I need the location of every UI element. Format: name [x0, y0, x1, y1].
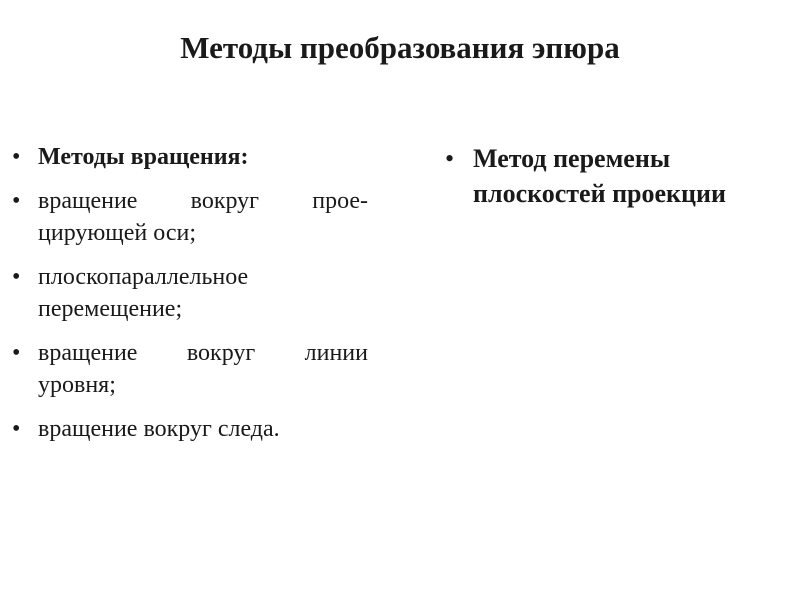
plane-change-heading-line: Метод перемены	[473, 144, 671, 173]
list-item-line: плоскопараллельное	[38, 264, 249, 290]
bullet-icon: •	[12, 340, 21, 366]
list-item-line: вращение вокруг линии	[38, 340, 368, 366]
list-item-heading	[443, 141, 788, 211]
slide-title: Методы преобразования эпюра	[180, 30, 620, 65]
bullet-icon: •	[445, 144, 455, 173]
bullet-icon: •	[12, 416, 21, 442]
list-item-line: вращение вокруг следа.	[38, 416, 280, 442]
list-item-heading	[10, 141, 368, 173]
list-item-line: уровня;	[38, 372, 116, 398]
right-bullet-list	[443, 141, 788, 211]
left-bullet-list	[10, 141, 368, 445]
bullet-icon: •	[12, 264, 21, 290]
list-item-line: вращение вокруг прое-	[38, 188, 368, 214]
list-item	[10, 261, 368, 325]
list-item	[10, 185, 368, 249]
bullet-icon: •	[12, 144, 21, 170]
rotation-methods-heading: Методы вращения:	[38, 144, 249, 170]
list-item-line: перемещение;	[38, 296, 183, 322]
list-item	[10, 413, 368, 445]
right-column	[443, 141, 788, 223]
plane-change-heading-line: плоскостей проекции	[473, 179, 726, 208]
list-item	[10, 337, 368, 401]
bullet-icon: •	[12, 188, 21, 214]
left-column	[10, 141, 368, 457]
list-item-line: цирующей оси;	[38, 220, 197, 246]
